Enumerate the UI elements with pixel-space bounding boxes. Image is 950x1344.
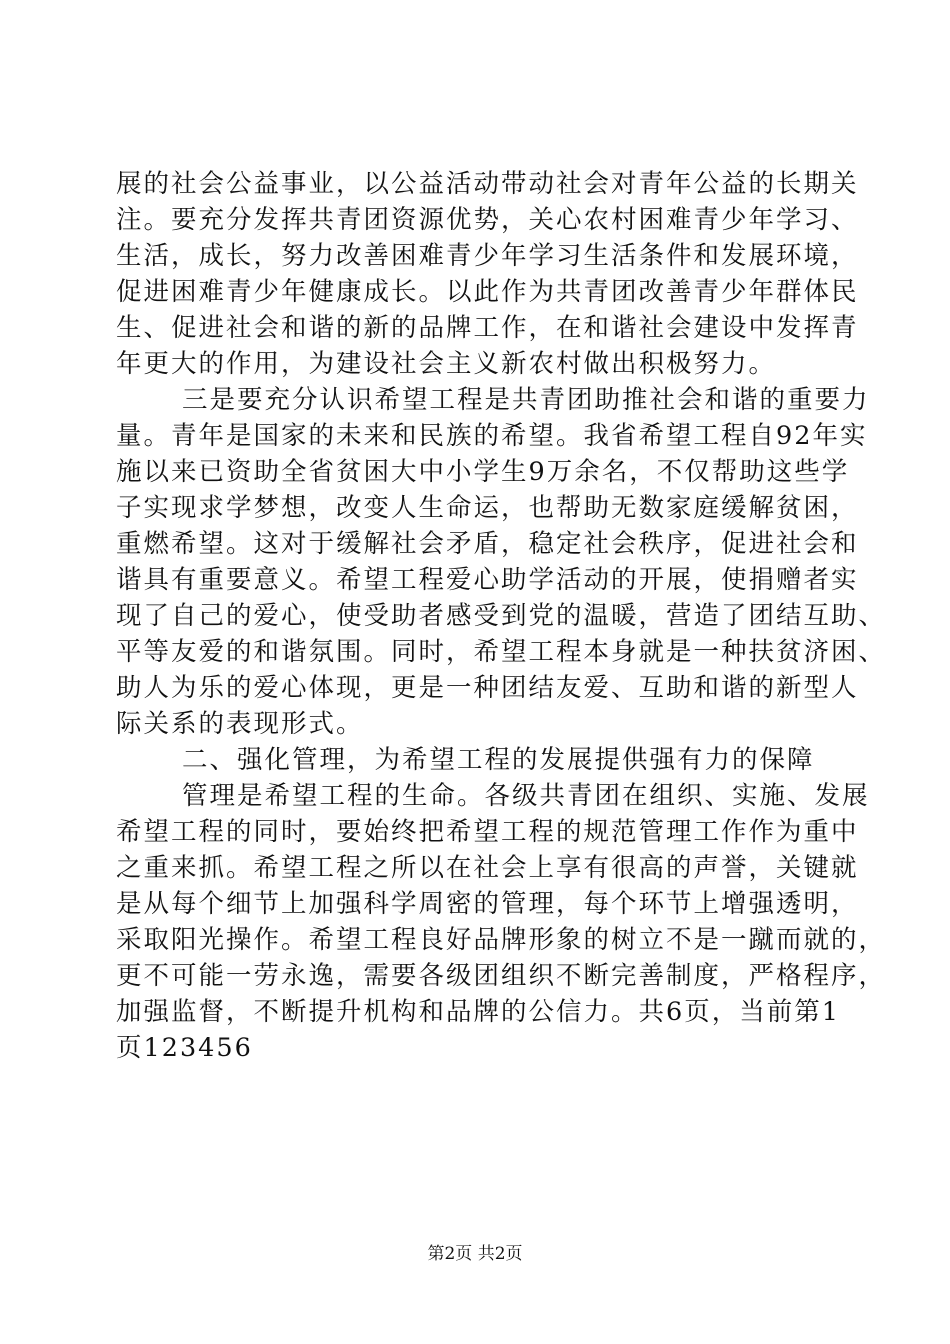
text-line: 重燃希望。这对于缓解社会矛盾，稳定社会秩序，促进社会和 xyxy=(116,529,859,559)
text-line: 页123456 xyxy=(116,1033,253,1063)
page-footer: 第2页 共2页 xyxy=(427,1244,523,1264)
text-line: 子实现求学梦想，改变人生命运，也帮助无数家庭缓解贫困， xyxy=(116,493,859,523)
text-line: 展的社会公益事业，以公益活动带动社会对青年公益的长期关 xyxy=(116,169,859,199)
text-line: 之重来抓。希望工程之所以在社会上享有很高的声誉，关键就 xyxy=(116,853,859,883)
paragraph-first-line: 三是要充分认识希望工程是共青团助推社会和谐的重要力 xyxy=(182,385,870,415)
text-line: 更不可能一劳永逸，需要各级团组织不断完善制度，严格程序， xyxy=(116,961,887,991)
text-line: 施以来已资助全省贫困大中小学生9万余名，不仅帮助这些学 xyxy=(116,457,850,487)
text-line: 促进困难青少年健康成长。以此作为共青团改善青少年群体民 xyxy=(116,277,859,307)
text-line: 采取阳光操作。希望工程良好品牌形象的树立不是一蹴而就的， xyxy=(116,925,887,955)
document-body xyxy=(116,166,887,1066)
text-line: 平等友爱的和谐氛围。同时，希望工程本身就是一种扶贫济困、 xyxy=(116,637,887,667)
text-line: 注。要充分发挥共青团资源优势，关心农村困难青少年学习、 xyxy=(116,205,859,235)
section-heading: 二、强化管理，为希望工程的发展提供强有力的保障 xyxy=(182,745,815,775)
text-line: 助人为乐的爱心体现，更是一种团结友爱、互助和谐的新型人 xyxy=(116,673,859,703)
text-line: 是从每个细节上加强科学周密的管理，每个环节上增强透明， xyxy=(116,889,859,919)
text-line: 希望工程的同时，要始终把希望工程的规范管理工作作为重中 xyxy=(116,817,859,847)
text-line: 年更大的作用，为建设社会主义新农村做出积极努力。 xyxy=(116,349,777,379)
text-line: 生活，成长，努力改善困难青少年学习生活条件和发展环境， xyxy=(116,241,859,271)
text-line: 现了自己的爱心，使受助者感受到党的温暖，营造了团结互助、 xyxy=(116,601,887,631)
text-line: 际关系的表现形式。 xyxy=(116,709,364,739)
text-line: 生、促进社会和谐的新的品牌工作，在和谐社会建设中发挥青 xyxy=(116,313,859,343)
text-line: 加强监督，不断提升机构和品牌的公信力。共6页，当前第1 xyxy=(116,997,840,1027)
text-line: 量。青年是国家的未来和民族的希望。我省希望工程自92年实 xyxy=(116,421,868,451)
paragraph-first-line: 管理是希望工程的生命。各级共青团在组织、实施、发展 xyxy=(182,781,870,811)
text-line: 谐具有重要意义。希望工程爱心助学活动的开展，使捐赠者实 xyxy=(116,565,859,595)
